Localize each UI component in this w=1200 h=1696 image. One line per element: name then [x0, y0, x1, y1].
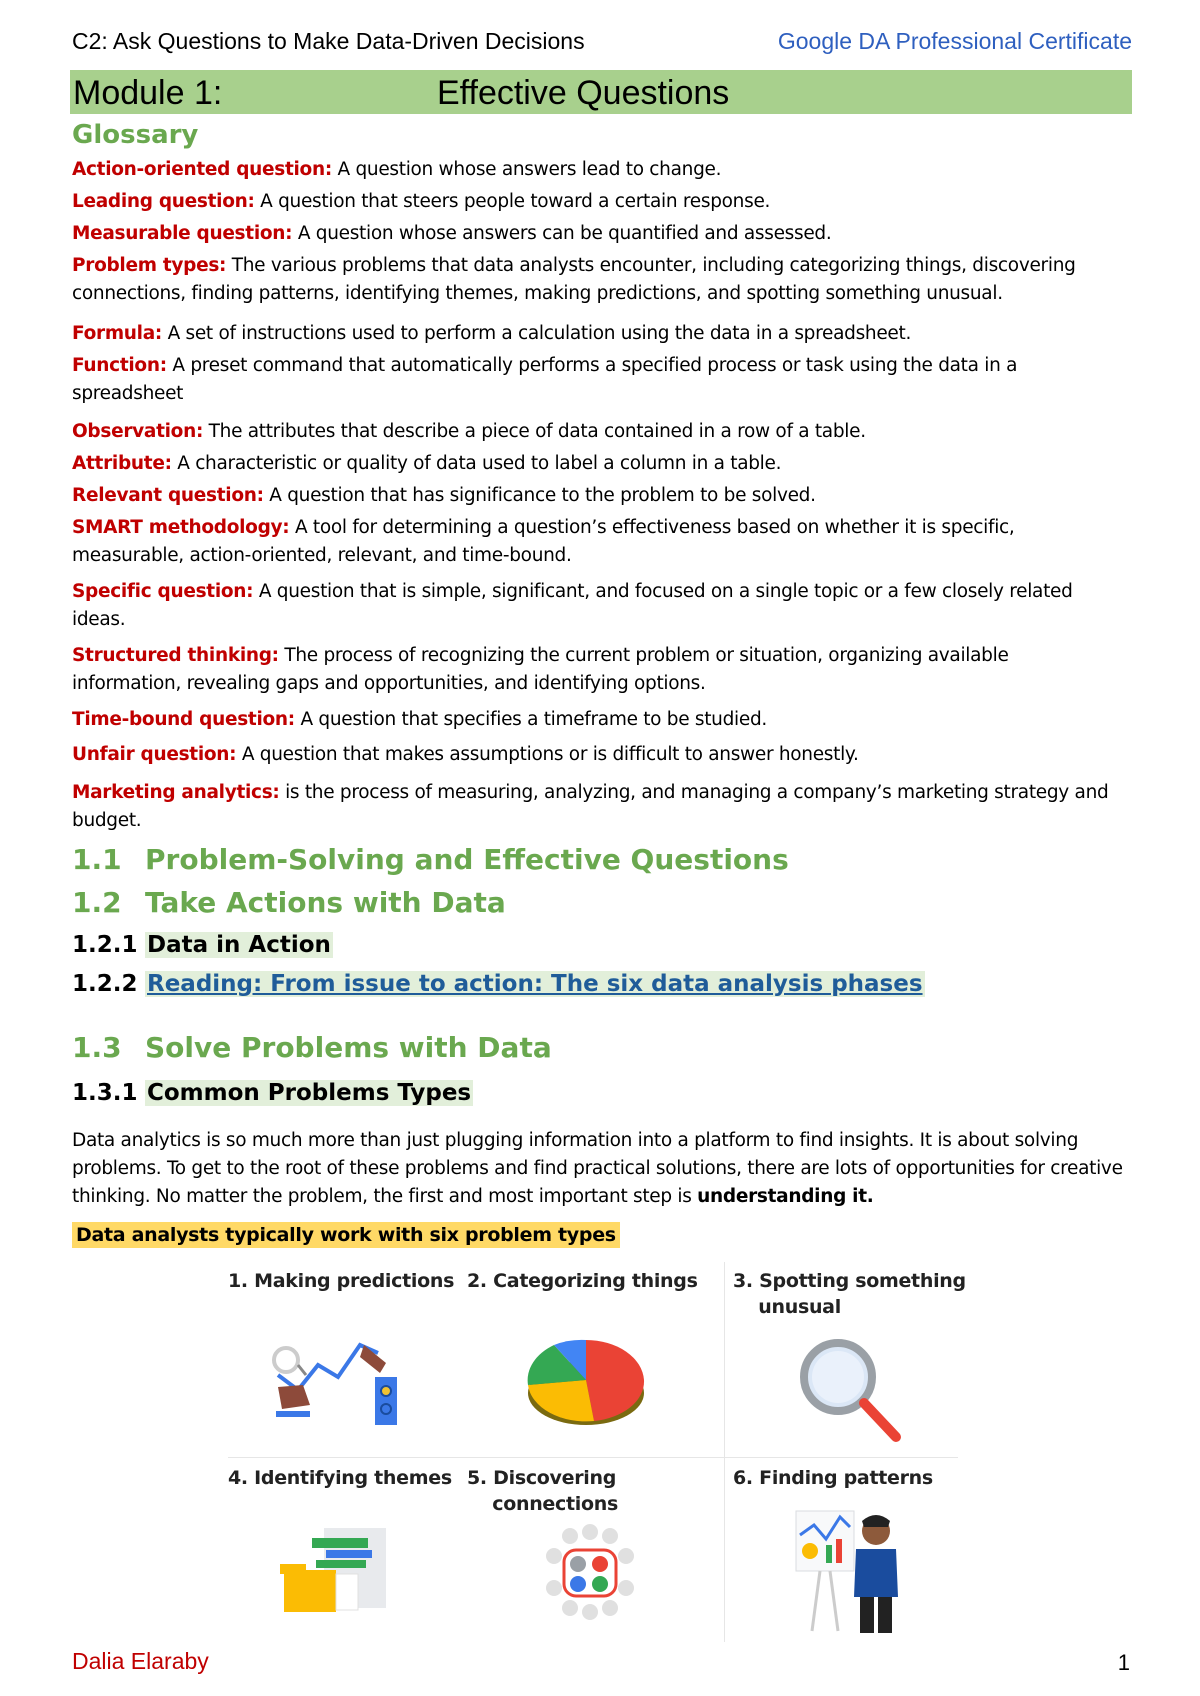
glossary-term: SMART methodology:: [72, 517, 290, 538]
glossary-definition: A question that has significance to the problem to be solved.: [263, 485, 816, 506]
section-heading-1-3: [72, 1031, 552, 1064]
magnifier-icon: [796, 1335, 906, 1445]
glossary-term: Structured thinking:: [72, 645, 279, 666]
glossary-term: Action-oriented question:: [72, 159, 332, 180]
pie-chart-icon: [524, 1335, 650, 1431]
problem-type-label: 5. Discovering connections: [467, 1467, 618, 1515]
author-name: Dalia Elaraby: [72, 1648, 209, 1674]
glossary-entry: [72, 156, 1122, 184]
glossary-definition: A tool for determining a question’s effectiveness based on whether it is specific, measurable, action-oriented, relevant, and time-bound.: [72, 517, 1015, 566]
glossary-term: Leading question:: [72, 191, 255, 212]
glossary-term: Problem types:: [72, 255, 227, 276]
subsection-number: 1.3.1: [72, 1080, 138, 1106]
glossary-entry: [72, 252, 1122, 308]
section-title: Take Actions with Data: [145, 886, 506, 919]
glossary-term: Measurable question:: [72, 223, 293, 244]
glossary-definition: The various problems that data analysts encounter, including categorizing things, discovering connections, finding patterns, identifying themes, making predictions, and spotting something unusual.: [72, 255, 1076, 304]
document-header-title: C2: Ask Questions to Make Data-Driven Decisions: [72, 28, 585, 54]
subsection-heading-1-2-1: [72, 932, 333, 958]
glossary-entry: [72, 578, 1122, 634]
paragraph-text: Data analytics is so much more than just plugging information into a platform to find insights. It is about solving problems. To get to the root of these problems and find practical solutions, there are lots of opportunities for creative thinking. No matter the problem, the first and most important step is: [72, 1130, 1123, 1207]
glossary-definition: A question that specifies a timeframe to be studied.: [294, 709, 767, 730]
glossary-entry: [72, 320, 1122, 348]
glossary-entry: [72, 642, 1122, 698]
glossary-entry: [72, 220, 1122, 248]
glossary-definition: A question whose answers can be quantified and assessed.: [292, 223, 832, 244]
glossary-entry: [72, 450, 1122, 478]
glossary-definition: The attributes that describe a piece of data contained in a row of a table.: [203, 421, 866, 442]
section-number: 1.3: [72, 1031, 122, 1064]
glossary-entry: [72, 482, 1122, 510]
section-number: 1.1: [72, 843, 122, 876]
glossary-term: Function:: [72, 355, 167, 376]
problem-type-label: 1. Making predictions: [228, 1270, 455, 1292]
glossary-definition: A question that is simple, significant, and focused on a single topic or a few closely related ideas.: [72, 581, 1073, 630]
glossary-term: Observation:: [72, 421, 204, 442]
highlighted-caption: Data analysts typically work with six problem types: [72, 1222, 620, 1248]
patterns-icon: [790, 1505, 910, 1639]
glossary-definition: A question that steers people toward a certain response.: [254, 191, 771, 212]
module-label: Module 1:: [73, 74, 223, 112]
section-title: Problem-Solving and Effective Questions: [145, 843, 789, 876]
intro-paragraph: [72, 1127, 1132, 1211]
glossary-term: Unfair question:: [72, 744, 237, 765]
glossary-entry: [72, 514, 1122, 570]
glossary-entry: [72, 706, 1122, 734]
problem-type-label: 2. Categorizing things: [467, 1270, 698, 1292]
glossary-definition: A preset command that automatically performs a specified process or task using the data in a spreadsheet: [72, 355, 1018, 404]
reading-link[interactable]: Reading: From issue to action: The six data analysis phases: [147, 971, 923, 997]
module-title: Effective Questions: [437, 74, 730, 112]
section-number: 1.2: [72, 886, 122, 919]
problem-type-label: 3. Spotting something unusual: [733, 1270, 966, 1318]
connections-icon: [540, 1522, 650, 1622]
glossary-entry: [72, 352, 1122, 408]
glossary-term: Relevant question:: [72, 485, 264, 506]
certificate-title: Google DA Professional Certificate: [777, 28, 1132, 54]
section-heading-1-2: [72, 886, 506, 919]
figure-divider-vertical: [724, 1262, 725, 1642]
glossary-definition: A characteristic or quality of data used to label a column in a table.: [171, 453, 782, 474]
glossary-heading: Glossary: [72, 120, 199, 150]
glossary-term: Time-bound question:: [72, 709, 295, 730]
predictions-icon: [268, 1335, 402, 1425]
subsection-title: Common Problems Types: [147, 1080, 472, 1106]
subsection-number: 1.2.1: [72, 932, 138, 958]
figure-divider-horizontal: [228, 1457, 958, 1458]
subsection-heading-1-2-2: [72, 971, 925, 997]
glossary-entry: [72, 418, 1122, 446]
glossary-term: Marketing analytics:: [72, 782, 280, 803]
glossary-entry: [72, 779, 1122, 835]
glossary-definition: is the process of measuring, analyzing, and managing a company’s marketing strategy and budget.: [72, 782, 1109, 831]
problem-type-label: 6. Finding patterns: [733, 1467, 933, 1489]
subsection-number: 1.2.2: [72, 971, 138, 997]
glossary-definition: A set of instructions used to perform a calculation using the data in a spreadsheet.: [162, 323, 912, 344]
glossary-term: Specific question:: [72, 581, 254, 602]
glossary-term: Attribute:: [72, 453, 172, 474]
glossary-definition: The process of recognizing the current problem or situation, organizing available information, revealing gaps and opportunities, and identifying options.: [72, 645, 1009, 694]
paragraph-emphasis: understanding it.: [697, 1186, 874, 1207]
subsection-heading-1-3-1: [72, 1080, 473, 1106]
problem-type-label: 4. Identifying themes: [228, 1467, 452, 1489]
glossary-definition: A question that makes assumptions or is difficult to answer honestly.: [236, 744, 859, 765]
themes-icon: [276, 1522, 400, 1614]
glossary-entry: [72, 741, 1122, 769]
subsection-title: Data in Action: [147, 932, 331, 958]
glossary-definition: A question whose answers lead to change.: [331, 159, 722, 180]
glossary-term: Formula:: [72, 323, 162, 344]
section-title: Solve Problems with Data: [145, 1031, 552, 1064]
glossary-entry: [72, 188, 1122, 216]
section-heading-1-1: [72, 843, 789, 876]
page-number: 1: [1117, 1650, 1130, 1675]
